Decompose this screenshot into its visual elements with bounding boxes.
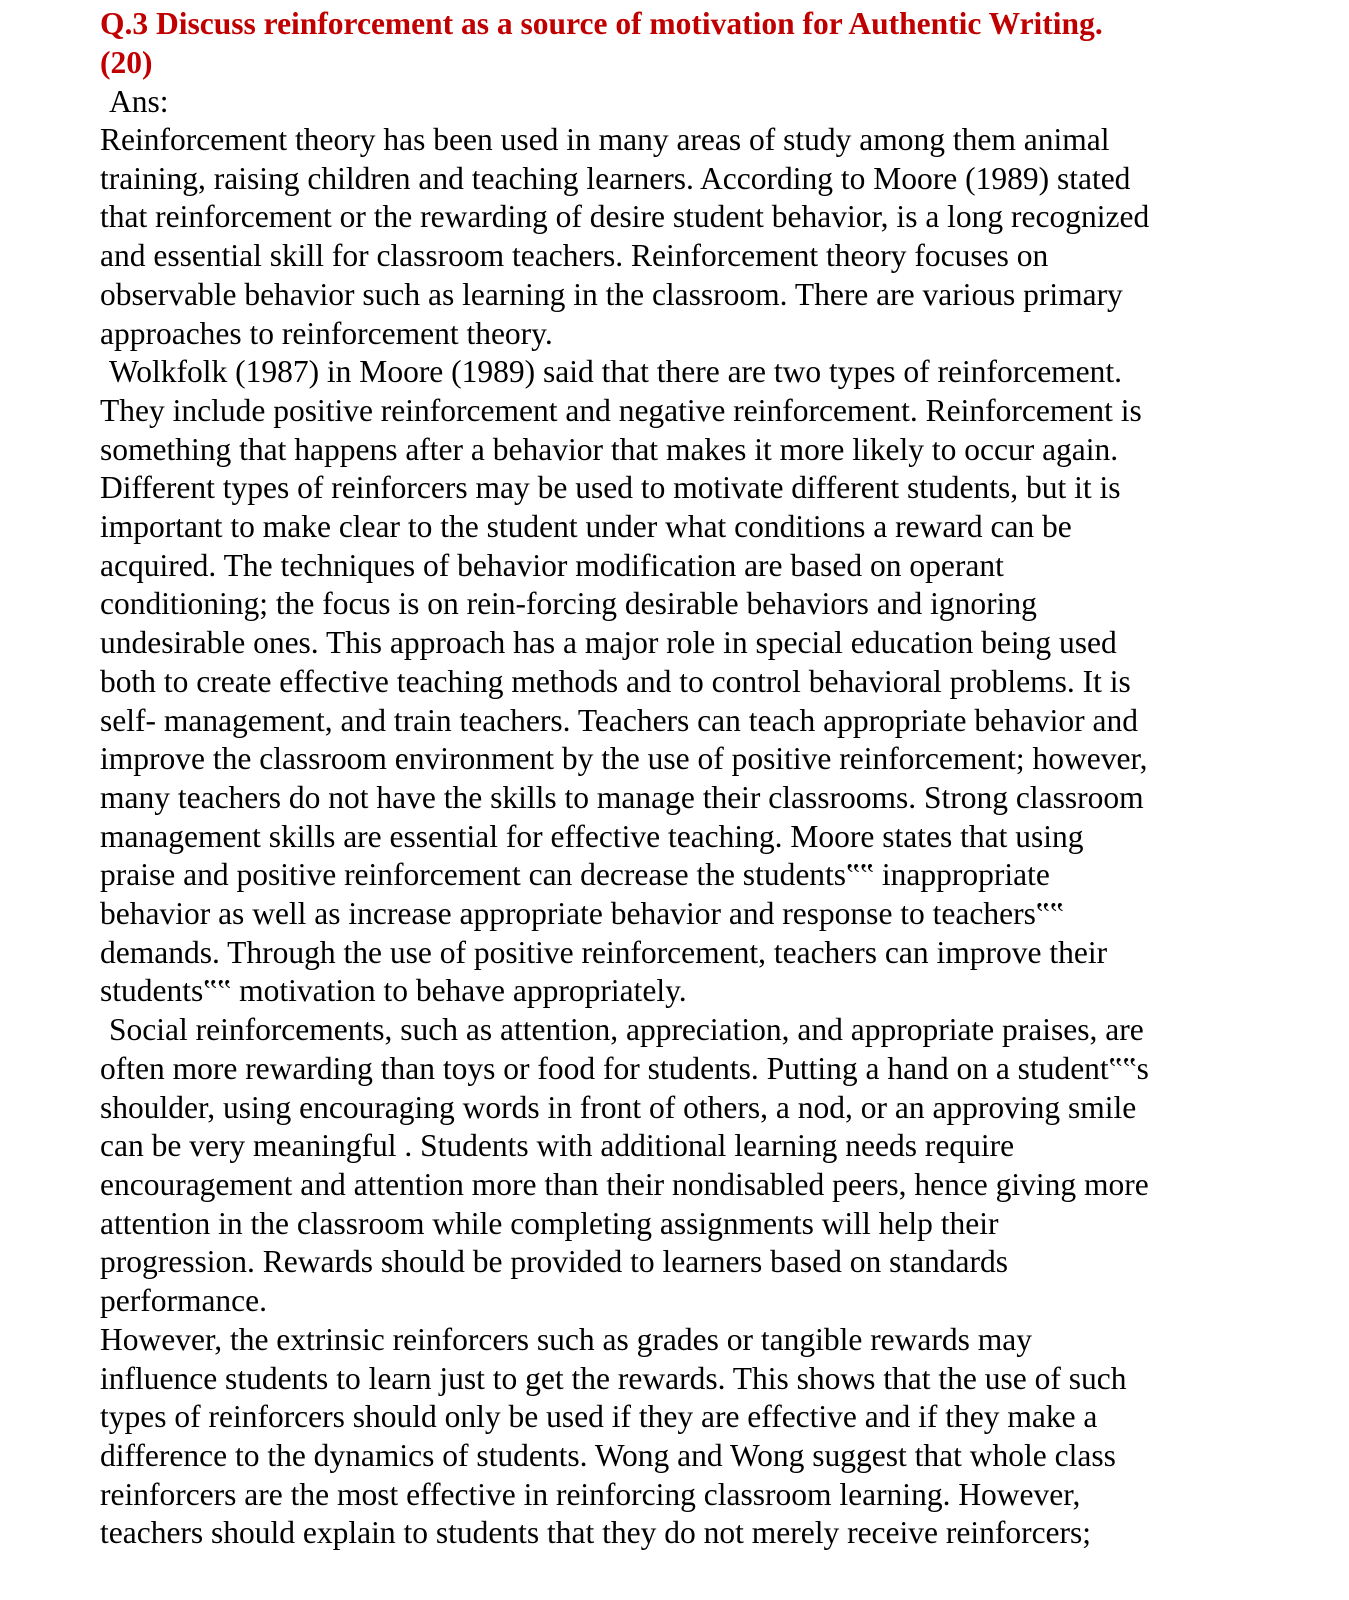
text-line: praise and positive reinforcement can decrease the students‟‟ inappropriate [100, 857, 1050, 893]
text-line: often more rewarding than toys or food for students. Putting a hand on a student‟‟s [100, 1050, 1149, 1086]
text-line: behavior as well as increase appropriate behavior and response to teachers‟‟ [100, 896, 1064, 932]
text-line: attention in the classroom while completing assignments will help their [100, 1205, 999, 1241]
question-marks: (20) [100, 45, 153, 80]
answer-label: Ans: [109, 84, 169, 119]
text-line: teachers should explain to students that they do not merely receive reinforcers; [100, 1515, 1092, 1551]
text-line: types of reinforcers should only be used if they are effective and if they make a [100, 1399, 1098, 1435]
text-line: Social reinforcements, such as attention, appreciation, and appropriate praises, are [109, 1012, 1144, 1048]
text-line: encouragement and attention more than their nondisabled peers, hence giving more [100, 1166, 1149, 1202]
text-line: can be very meaningful . Students with additional learning needs require [100, 1128, 1015, 1164]
text-line: They include positive reinforcement and negative reinforcement. Reinforcement is [100, 392, 1142, 428]
text-line: observable behavior such as learning in the classroom. There are various primary [100, 276, 1123, 312]
text-line: something that happens after a behavior that makes it more likely to occur again. [100, 431, 1119, 467]
text-line: reinforcers are the most effective in reinforcing classroom learning. However, [100, 1476, 1081, 1512]
text-line: progression. Rewards should be provided to learners based on standards [100, 1244, 1009, 1280]
text-line: Reinforcement theory has been used in many areas of study among them animal [100, 122, 1110, 157]
text-line: shoulder, using encouraging words in front of others, a nod, or an approving smile [100, 1089, 1137, 1125]
text-line: However, the extrinsic reinforcers such as grades or tangible rewards may [100, 1321, 1033, 1357]
text-line: improve the classroom environment by the use of positive reinforcement; however, [100, 741, 1148, 777]
text-line: Wolkfolk (1987) in Moore (1989) said that there are two types of reinforcement. [109, 354, 1123, 390]
paragraph [100, 1011, 1230, 1321]
text-line: many teachers do not have the skills to manage their classrooms. Strong classroom [100, 779, 1144, 815]
question-title [100, 4, 1230, 82]
paragraph [100, 1321, 1230, 1553]
text-line: acquired. The techniques of behavior modification are based on operant [100, 547, 1004, 583]
text-line: and essential skill for classroom teachers. Reinforcement theory focuses on [100, 238, 1049, 274]
text-line: both to create effective teaching methods and to control behavioral problems. It is [100, 663, 1131, 699]
document-page [100, 4, 1230, 1553]
text-line: that reinforcement or the rewarding of desire student behavior, is a long recognized [100, 199, 1150, 235]
text-line: Different types of reinforcers may be used to motivate different students, but it is [100, 470, 1121, 506]
paragraph [100, 121, 1230, 353]
text-line: management skills are essential for effective teaching. Moore states that using [100, 818, 1084, 854]
text-line: undesirable ones. This approach has a major role in special education being used [100, 625, 1117, 661]
question-title-line-1: Q.3 Discuss reinforcement as a source of motivation for Authentic Writing. [100, 6, 1103, 41]
answer-body [100, 121, 1230, 1553]
paragraph [100, 353, 1230, 1011]
text-line: training, raising children and teaching learners. According to Moore (1989) stated [100, 160, 1131, 196]
text-line: difference to the dynamics of students. Wong and Wong suggest that whole class [100, 1437, 1116, 1473]
text-line: self- management, and train teachers. Teachers can teach appropriate behavior and [100, 702, 1138, 738]
text-line: demands. Through the use of positive reinforcement, teachers can improve their [100, 934, 1108, 970]
text-line: conditioning; the focus is on rein-forcing desirable behaviors and ignoring [100, 586, 1037, 622]
text-line: approaches to reinforcement theory. [100, 315, 553, 351]
text-line: performance. [100, 1283, 268, 1319]
text-line: influence students to learn just to get the rewards. This shows that the use of such [100, 1360, 1127, 1396]
text-line: important to make clear to the student under what conditions a reward can be [100, 509, 1072, 545]
text-line: students‟‟ motivation to behave appropriately. [100, 973, 687, 1009]
